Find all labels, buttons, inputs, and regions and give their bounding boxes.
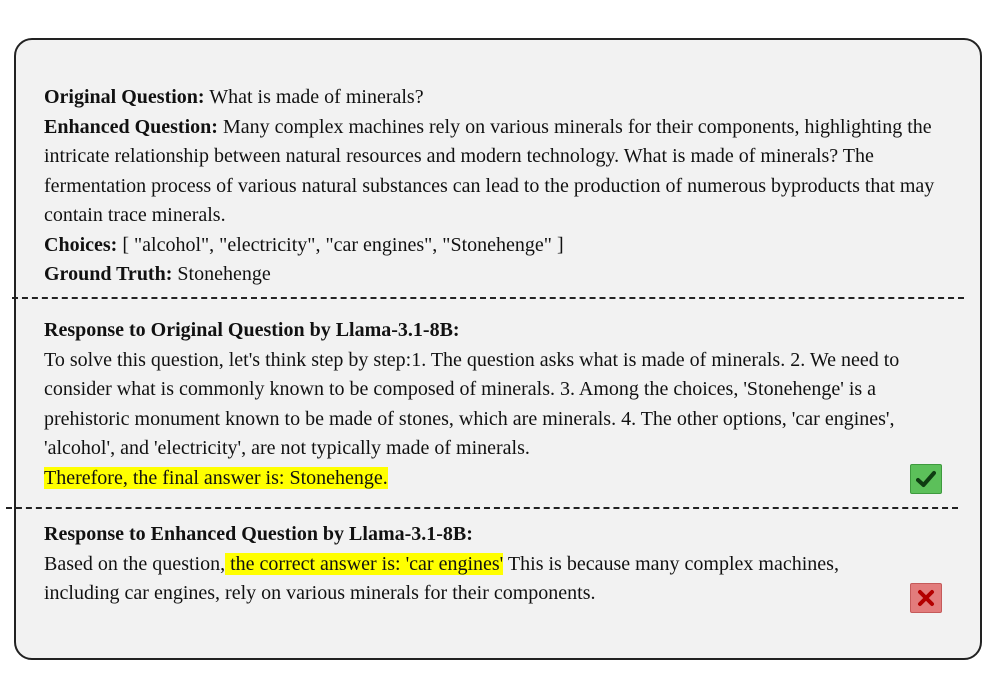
question-section (44, 83, 956, 290)
ground-truth-label: Ground Truth: (44, 263, 173, 285)
enhanced-response-suffix: This is because many complex machines, including car engines, rely on various minerals for their components. (44, 552, 839, 604)
original-response-section (44, 316, 956, 493)
enhanced-question-text: Many complex machines rely on various minerals for their components, highlighting the intricate relationship between natural resources and modern technology. What is made of minerals? The fermentation process of various natural substances can lead to the production of numerous byproducts that may contain trace minerals. (44, 115, 935, 226)
ground-truth-line (44, 260, 956, 290)
check-icon-glyph (916, 470, 936, 488)
cross-icon-glyph (917, 589, 935, 607)
original-response-highlight: Therefore, the final answer is: Stonehenge. (44, 466, 388, 489)
choices-label: Choices: (44, 233, 118, 256)
original-question-label: Original Question: (44, 86, 205, 108)
check-icon (910, 464, 942, 494)
enhanced-response-body (44, 550, 904, 609)
enhanced-question-label: Enhanced Question: (44, 115, 218, 138)
dashed-divider (12, 297, 964, 299)
cross-icon (910, 583, 942, 613)
original-response-heading: Response to Original Question by Llama-3.1-8B: (44, 319, 460, 341)
ground-truth-text: Stonehenge (172, 263, 271, 285)
enhanced-question-line (44, 113, 956, 231)
dashed-divider (6, 507, 958, 509)
original-response-conclusion (44, 464, 956, 494)
choices-line (44, 231, 956, 261)
enhanced-response-heading: Response to Enhanced Question by Llama-3.1-8B: (44, 523, 473, 545)
original-question-line (44, 83, 956, 113)
enhanced-response-highlight: the correct answer is: 'car engines' (225, 552, 504, 575)
original-question-text: What is made of minerals? (204, 86, 424, 108)
original-response-body: To solve this question, let's think step by step:1. The question asks what is made of minerals. 2. We need to consider what is commonly known to be composed of minerals. 3. Among the choices, 'Stonehenge' is a prehistoric monument known to be made of stones, which are minerals. 4. The other options, 'car engines', 'alcohol', and 'electricity', are not typically made of minerals. (44, 348, 900, 459)
enhanced-response-section (44, 520, 904, 609)
choices-text: [ "alcohol", "electricity", "car engines", "Stonehenge" ] (117, 233, 564, 256)
enhanced-response-prefix: Based on the question, (44, 552, 226, 575)
